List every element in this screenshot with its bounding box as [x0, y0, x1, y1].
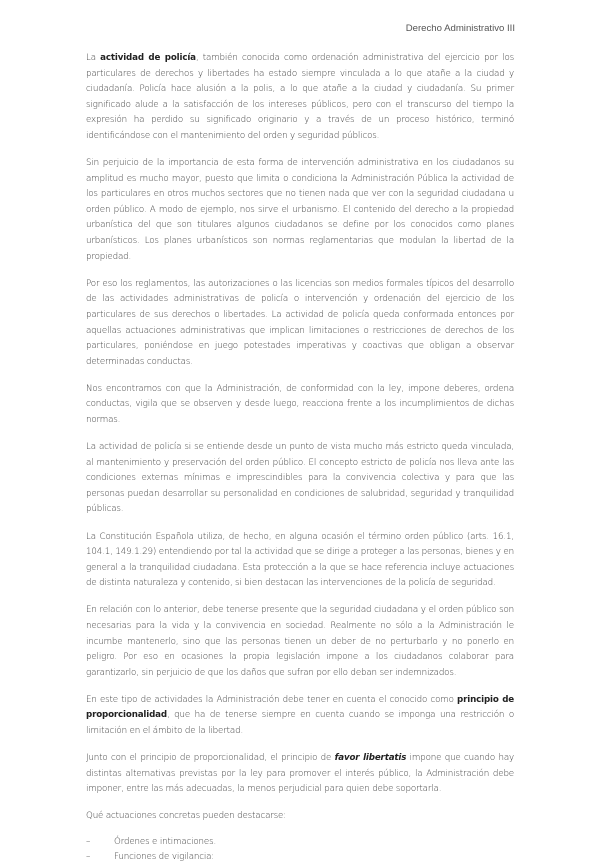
running-header: Derecho Administrativo III	[405, 23, 515, 34]
paragraph-actuaciones-intro: Qué actuaciones concretas pueden destacarse:	[86, 811, 287, 822]
paragraph-seguridad-ciudadana: En relación con lo anterior, debe tenerse presente que la seguridad ciudadana y el orden público son necesarias para la vida y la convivencia en sociedad. Realmente no sólo a la Administración le incumbe mantenerlo, sino que las personas tienen un deber de no perturbarlo y no ponerlo en peligro. Por eso en ocasiones la propia legislación impone a los ciudadanos colaborar para garantizarlo, sin perjuicio de que los daños que sufran por ello deban ser indemnizados.	[86, 605, 514, 678]
document-body	[86, 51, 514, 866]
list-item: – Funciones de vigilancia:	[86, 850, 514, 866]
paragraph-amplitud: Sin perjuicio de la importancia de esta forma de intervención administrativa en los ciudadanos su amplitud es mucho mayor, puesto que limita o condiciona la Administración Pública la actividad de los particulares en otros muchos sectores que no tienen nada que ver con la seguridad ciudadana u orden público. A modo de ejemplo, nos sirve el urbanismo. El contenido del derecho a la propiedad urbanística del que son titulares algunos ciudadanos se define por los conocidos como planes urbanísticos. Los planes urbanísticos son normas reglamentarias que modulan la libertad de la propiedad.	[86, 158, 514, 262]
paragraph-policia-definition: La actividad de policía, también conocida como ordenación administrativa del ejercicio por los particulares de derechos y libertades ha estado siempre vinculada a lo que atañe a la ciudad y ciudadanía. Policía hace alusión a la polis, a lo que atañe a la ciudad y ciudadanía. Su primer significado alude a la satisfacción de los intereses públicos, pero con el transcurso del tiempo la expresión ha perdido su significado originario y a través de un proceso histórico, terminó identificándose con el mantenimiento del orden y seguridad públicos.	[86, 53, 514, 141]
paragraph-administracion-ley: Nos encontramos con que la Administración, de conformidad con la ley, impone deberes, ordena conductas, vigila que se observen y desde luego, reacciona frente a los incumplimientos de dichas normas.	[86, 383, 514, 425]
list-item: – Órdenes e intimaciones.	[86, 835, 514, 851]
dash-bullet: –	[86, 852, 91, 863]
dash-bullet: –	[86, 836, 91, 847]
paragraph-reglamentos: Por eso los reglamentos, las autorizaciones o las licencias son medios formales típicos del desarrollo de las actividades administrativas de policía o intervención y ordenación del ejercicio de los particulares de sus derechos o libertades. La actividad de policía queda conformada entonces por aquellas actuaciones administrativas que implican limitaciones o restricciones de derechos de los particulares, poniéndose en juego potestades imperativas y coactivas que obligan a observar determinadas conductas.	[86, 278, 514, 367]
paragraph-proporcionalidad: En este tipo de actividades la Administración debe tener en cuenta el conocido como principio de proporcionalidad, que ha de tenerse siempre en cuenta cuando se imponga una restricción o limitación en el ámbito de la libertad.	[86, 694, 515, 737]
actuaciones-list	[86, 835, 514, 866]
term-favor-libertatis: favor libertatis	[334, 753, 407, 764]
paragraph-constitucion: La Constitución Española utiliza, de hecho, en alguna ocasión el término orden público (arts. 16.1, 104.1, 149.1.29) entendiendo por tal la actividad que se dirige a proteger a las personas, bienes y en general a la tranquilidad ciudadana. Esta protección a la que se hace referencia incluye actuaciones de distinta naturaleza y contenido, si bien destacan las intervenciones de la policía de seguridad.	[86, 531, 514, 589]
paragraph-concepto-estricto: La actividad de policía si se entiende desde un punto de vista mucho más estricto queda vinculada, al mantenimiento y preservación del orden público. El concepto estricto de policía nos lleva ante las condiciones externas mínimas e imprescindibles para la convivencia colectiva y para que las personas puedan desarrollar su personalidad en condiciones de salubridad, seguridad y tranquilidad públicas.	[86, 442, 514, 515]
term-principio-proporcionalidad: principio de proporcionalidad	[86, 694, 515, 721]
paragraph-favor-libertatis: Junto con el principio de proporcionalidad, el principio de favor libertatis impone que cuando hay distintas alternativas previstas por la ley para promover el interés público, la Administración debe imponer, entre las más adecuadas, la menos perjudicial para quien debe soportarla.	[86, 753, 514, 795]
term-actividad-de-policia: actividad de policía	[100, 53, 196, 63]
